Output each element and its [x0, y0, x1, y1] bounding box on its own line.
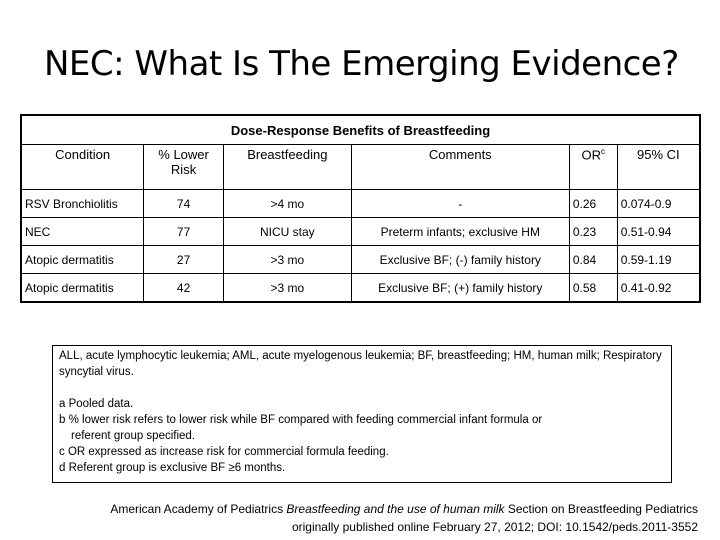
- header-or: $OR^c$: [569, 145, 617, 190]
- table-cell: NICU stay: [223, 218, 351, 246]
- table-cell: Atopic dermatitis: [21, 246, 144, 274]
- table-cell: NEC: [21, 218, 144, 246]
- header-ci: 95% CI: [617, 145, 700, 190]
- table-cell: 0.58: [569, 274, 617, 303]
- footnote-d: d Referent group is exclusive BF ≥6 months.: [59, 462, 286, 474]
- table-cell: RSV Bronchiolitis: [21, 190, 144, 218]
- footnote-a: a Pooled data.: [59, 398, 134, 410]
- table-cell: 27: [144, 246, 224, 274]
- table-cell: >3 mo: [223, 246, 351, 274]
- header-lower-risk: % Lower Risk: [144, 145, 224, 190]
- table-cell: 0.074-0.9: [617, 190, 700, 218]
- table-cell: -: [351, 190, 569, 218]
- slide-title: NEC: What Is The Emerging Evidence?: [44, 44, 679, 84]
- table-cell: >4 mo: [223, 190, 351, 218]
- footnote-b: b % lower risk refers to lower risk while BF compared with feeding commercial infant formula or: [59, 414, 543, 426]
- table-cell: Exclusive BF; (-) family history: [351, 246, 569, 274]
- table-cell: >3 mo: [223, 274, 351, 303]
- table-cell: 0.41-0.92: [617, 274, 700, 303]
- table-cell: 0.84: [569, 246, 617, 274]
- table-cell: Preterm infants; exclusive HM: [351, 218, 569, 246]
- table-cell: 77: [144, 218, 224, 246]
- table-cell: 0.59-1.19: [617, 246, 700, 274]
- table-cell: 0.26: [569, 190, 617, 218]
- footnote-c: c OR expressed as increase risk for commercial formula feeding.: [59, 446, 389, 458]
- table-cell: 0.51-0.94: [617, 218, 700, 246]
- table-cell: 0.23: [569, 218, 617, 246]
- header-condition: Condition: [21, 145, 144, 190]
- footnotes-box: [52, 345, 672, 483]
- table-cell: 42: [144, 274, 224, 303]
- abbreviations: ALL, acute lymphocytic leukemia; AML, acute myelogenous leukemia; BF, breastfeeding; HM, human milk; Respiratory syncytial virus.: [59, 350, 662, 378]
- table-row: [21, 190, 700, 218]
- table-caption: Dose-Response Benefits of Breastfeeding: [21, 115, 700, 145]
- table-row: [21, 274, 700, 303]
- table-row: [21, 246, 700, 274]
- header-comments: Comments: [351, 145, 569, 190]
- dose-response-table: [20, 114, 701, 303]
- table-cell: Atopic dermatitis: [21, 274, 144, 303]
- table-row: [21, 218, 700, 246]
- header-breastfeeding: Breastfeeding: [223, 145, 351, 190]
- citation: American Academy of Pediatrics Breastfeeding and the use of human milk Section on Breastfeeding Pediatrics originally published online February 27, 2012; DOI: 10.1542/peds.2011-3552: [110, 502, 698, 534]
- footnote-b-cont: referent group specified.: [71, 430, 196, 442]
- table-cell: Exclusive BF; (+) family history: [351, 274, 569, 303]
- table-cell: 74: [144, 190, 224, 218]
